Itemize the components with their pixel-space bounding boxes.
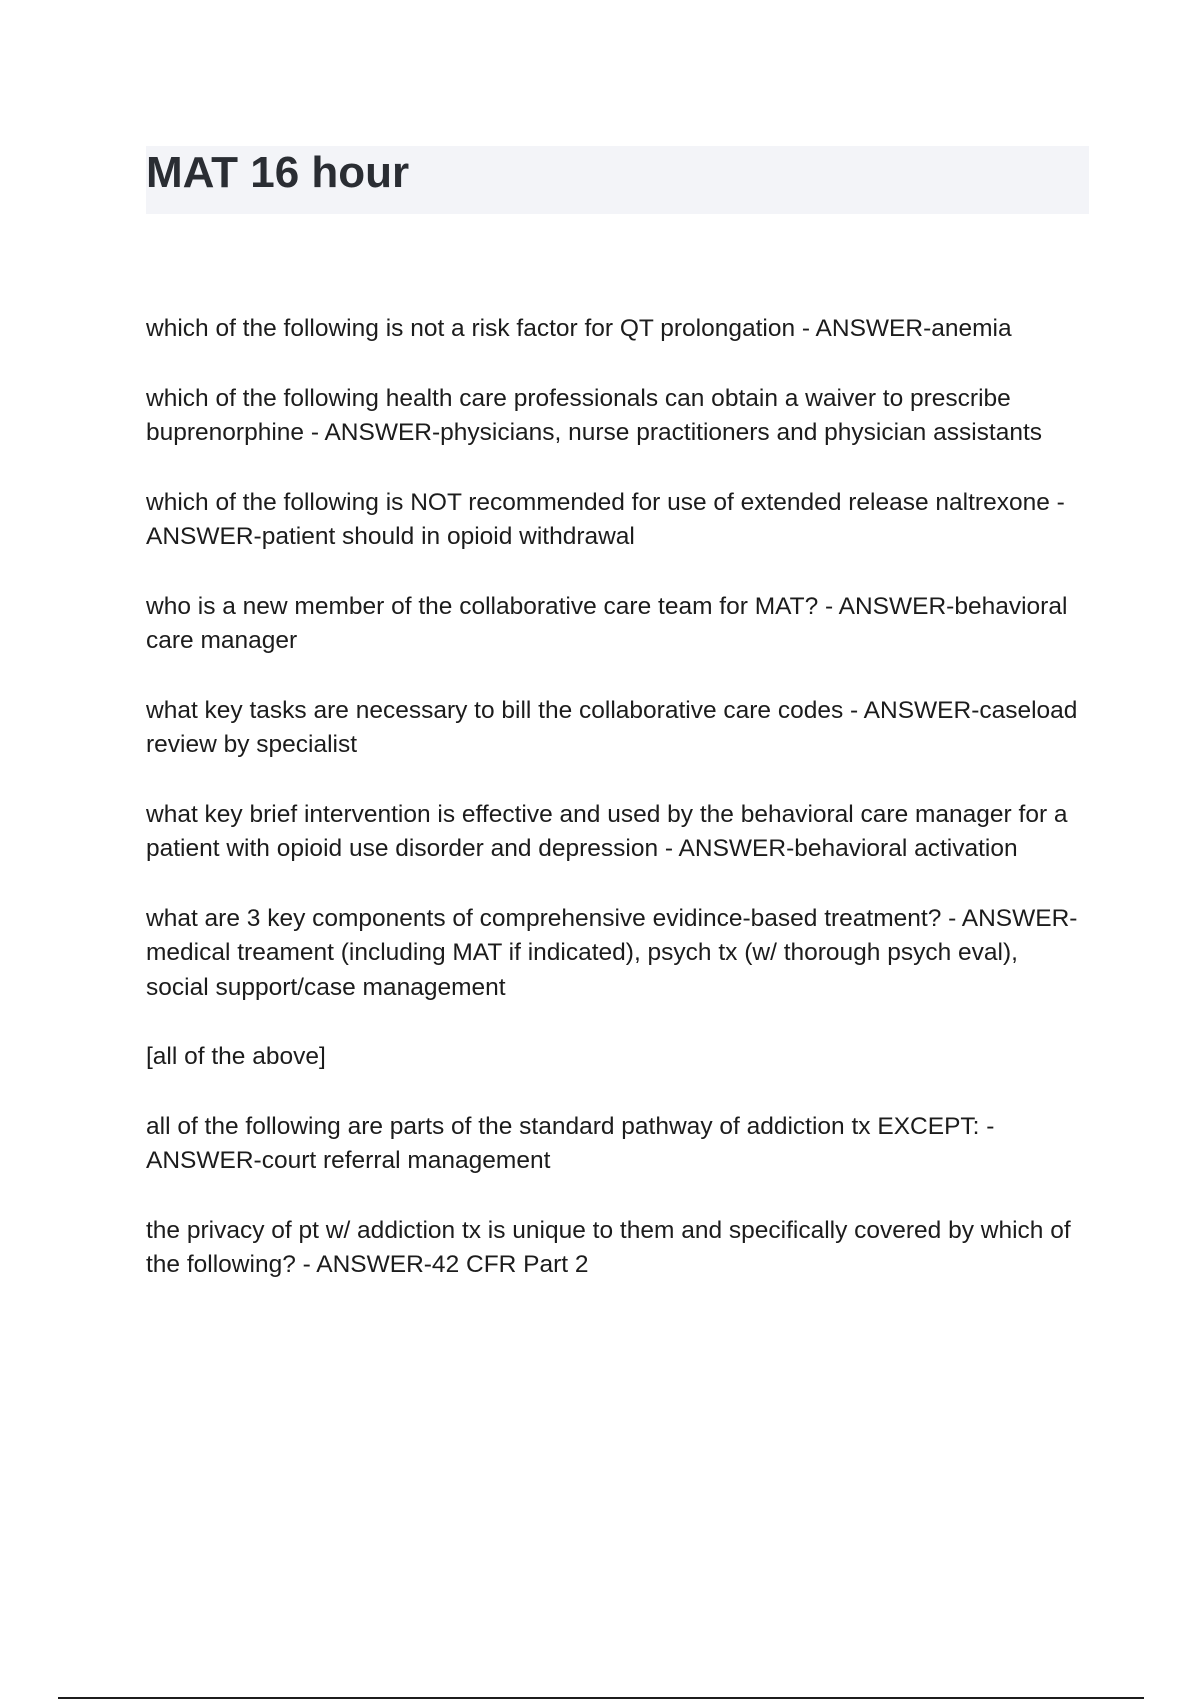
qa-item: the privacy of pt w/ addiction tx is unique to them and specifically covered by which of the following? - ANSWER-42 CFR Part 2 [146, 1216, 1071, 1278]
qa-item: which of the following health care professionals can obtain a waiver to prescribe buprenorphine - ANSWER-physicians, nurse practitioners and physician assistants [146, 384, 1043, 446]
qa-item: which of the following is NOT recommended for use of extended release naltrexone - ANSWER-patient should in opioid withdrawal [146, 488, 1065, 550]
qa-item: [all of the above] [146, 1043, 326, 1070]
qa-list [146, 312, 1086, 1318]
qa-item: what are 3 key components of comprehensive evidince-based treatment? - ANSWER-medical treament (including MAT if indicated), psych tx (w/ thorough psych eval), social support/case management [146, 904, 1078, 1001]
qa-item: what key tasks are necessary to bill the collaborative care codes - ANSWER-caseload review by specialist [146, 696, 1078, 758]
qa-item: which of the following is not a risk factor for QT prolongation - ANSWER-anemia [146, 315, 1012, 342]
page-divider [58, 1697, 1144, 1699]
title-band [146, 146, 1089, 214]
qa-item: all of the following are parts of the standard pathway of addiction tx EXCEPT: - ANSWER-court referral management [146, 1112, 995, 1174]
qa-item: what key brief intervention is effective and used by the behavioral care manager for a patient with opioid use disorder and depression - ANSWER-behavioral activation [146, 800, 1068, 862]
page-title: MAT 16 hour [146, 148, 410, 197]
qa-item: who is a new member of the collaborative care team for MAT? - ANSWER-behavioral care manager [146, 592, 1068, 654]
